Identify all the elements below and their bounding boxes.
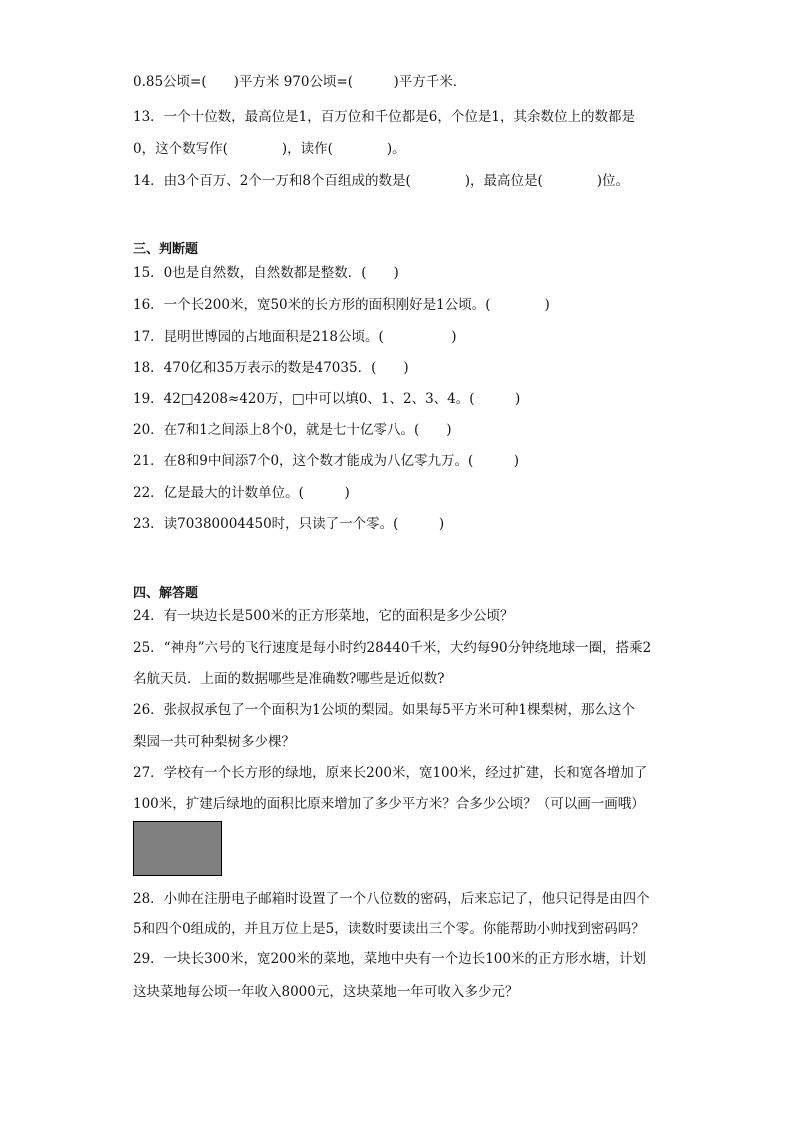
question-23: 23．读70380004450时，只读了一个零。( ) <box>133 516 445 532</box>
question-26-line1: 26．张叔叔承包了一个面积为1公顷的梨园。如果每5平方米可种1棵梨树，那么这个 <box>133 702 635 718</box>
question-14: 14．由3个百万、2个一万和8个百组成的数是( )，最高位是( )位。 <box>133 173 630 189</box>
question-13-line1: 13．一个十位数，最高位是1，百万位和千位都是6，个位是1，其余数位上的数都是 <box>133 109 635 125</box>
question-29-line2: 这块菜地每公顷一年收入8000元，这块菜地一年可收入多少元？ <box>133 984 519 1000</box>
question-22: 22．亿是最大的计数单位。( ) <box>133 485 350 501</box>
question-13-line2: 0，这个数写作( )，读作( )。 <box>133 141 406 157</box>
question-28-line1: 28．小帅在注册电子邮箱时设置了一个八位数的密码，后来忘记了，他只记得是由四个 <box>133 891 650 907</box>
question-28-line2: 5和四个0组成的，并且万位上是5，读数时要读出三个零。你能帮助小帅找到密码吗？ <box>133 921 645 937</box>
question-12-continued: 0.85公顷=( )平方米 970公顷=( )平方千米． <box>133 74 467 90</box>
question-18: 18．470亿和35万表示的数是47035．( ) <box>133 360 409 376</box>
question-15: 15．0也是自然数，自然数都是整数．( ) <box>133 265 399 281</box>
question-27-line2: 100米，扩建后绿地的面积比原来增加了多少平方米？合多少公顷？（可以画一画哦） <box>133 796 645 812</box>
question-25-line1: 25．“神舟”六号的飞行速度是每小时约28440千米，大约每90分钟绕地球一圈，搭乘2 <box>133 640 652 656</box>
question-17: 17．昆明世博园的占地面积是218公顷。( ) <box>133 329 457 345</box>
grey-rectangle-figure <box>133 821 222 876</box>
question-26-line2: 梨园一共可种梨树多少棵？ <box>133 734 295 750</box>
question-24: 24．有一块边长是500米的正方形菜地，它的面积是多少公顷？ <box>133 608 514 624</box>
question-19: 19．42□4208≈420万，□中可以填0、1、2、3、4。( ) <box>133 391 521 407</box>
question-25-line2: 名航天员．上面的数据哪些是准确数?哪些是近似数? <box>133 671 445 687</box>
question-21: 21．在8和9中间添7个0，这个数才能成为八亿零九万。( ) <box>133 453 520 469</box>
question-20: 20．在7和1之间添上8个0，就是七十亿零八。( ) <box>133 422 452 438</box>
section-heading-answers: 四、解答题 <box>133 586 199 601</box>
question-16: 16．一个长200米，宽50米的长方形的面积刚好是1公顷。( ) <box>133 297 550 313</box>
section-heading-judgement: 三、判断题 <box>133 242 199 257</box>
question-29-line1: 29．一块长300米，宽200米的菜地，菜地中央有一个边长100米的正方形水塘，计划 <box>133 951 646 967</box>
question-27-line1: 27．学校有一个长方形的绿地，原来长200米，宽100米，经过扩建，长和宽各增加了 <box>133 765 648 781</box>
